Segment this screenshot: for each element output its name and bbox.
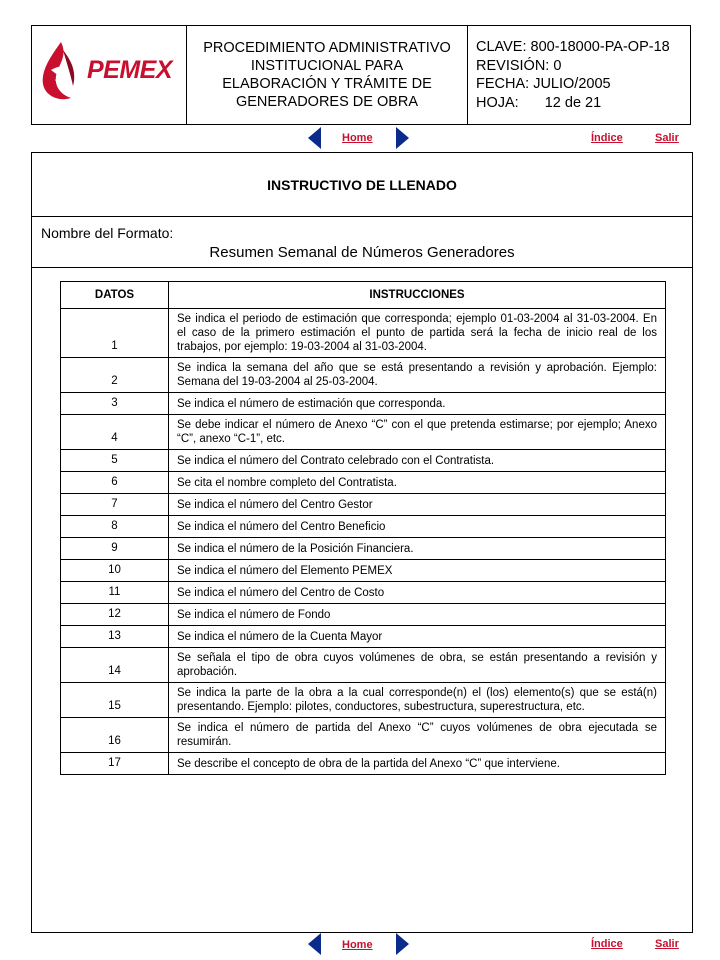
table-header-row <box>61 282 666 309</box>
hoja-row <box>476 94 690 113</box>
dato-cell: 17 <box>61 753 169 775</box>
dato-cell: 15 <box>61 683 169 718</box>
column-header-datos: DATOS <box>61 282 169 309</box>
instruccion-cell: Se indica el número de la Cuenta Mayor <box>169 626 666 648</box>
form-name-section <box>32 217 692 268</box>
instructions-table <box>60 281 666 775</box>
dato-cell: 12 <box>61 604 169 626</box>
table-row <box>61 415 666 450</box>
indice-link[interactable]: Índice <box>591 132 623 144</box>
home-link[interactable]: Home <box>342 939 373 951</box>
dato-cell: 1 <box>61 309 169 358</box>
table-row <box>61 718 666 753</box>
title-line: INSTITUCIONAL PARA <box>250 58 404 74</box>
title-line: GENERADORES DE OBRA <box>235 94 419 110</box>
document-header <box>31 25 691 125</box>
dato-cell: 14 <box>61 648 169 683</box>
dato-cell: 11 <box>61 582 169 604</box>
dato-cell: 8 <box>61 516 169 538</box>
dato-cell: 6 <box>61 472 169 494</box>
form-name-label: Nombre del Formato: <box>41 225 174 241</box>
salir-link[interactable]: Salir <box>655 938 679 950</box>
dato-cell: 4 <box>61 415 169 450</box>
instruccion-cell: Se indica la semana del año que se está presentando a revisión y aprobación. Ejemplo: Semana del 19-03-2004 al 25-03-2004. <box>169 358 666 393</box>
instruccion-cell: Se indica el número de la Posición Financiera. <box>169 538 666 560</box>
clave-text: CLAVE: 800-18000-PA-OP-18 <box>476 39 670 55</box>
dato-cell: 5 <box>61 450 169 472</box>
table-row <box>61 648 666 683</box>
form-name-value: Resumen Semanal de Números Generadores <box>209 244 515 261</box>
hoja-value: 12 de 21 <box>544 94 602 111</box>
column-header-instrucciones: INSTRUCCIONES <box>169 282 666 309</box>
table-row <box>61 494 666 516</box>
table-row <box>61 604 666 626</box>
next-page-arrow-icon[interactable] <box>396 127 409 149</box>
dato-cell: 9 <box>61 538 169 560</box>
dato-cell: 3 <box>61 393 169 415</box>
table-row <box>61 683 666 718</box>
dato-cell: 16 <box>61 718 169 753</box>
logo-cell <box>32 26 187 124</box>
instruccion-cell: Se debe indicar el número de Anexo “C” con el que pretenda estimarse; por ejemplo; Anexo “C”, anexo “C-1”, etc. <box>169 415 666 450</box>
procedure-title <box>187 26 468 124</box>
pemex-eagle-logo-icon <box>37 40 87 102</box>
instruccion-cell: Se indica el número de Fondo <box>169 604 666 626</box>
instruccion-cell: Se indica el número de partida del Anexo “C” cuyos volúmenes de obra ejecutada se resumirán. <box>169 718 666 753</box>
instruccion-cell: Se indica el número del Centro Gestor <box>169 494 666 516</box>
table-row <box>61 582 666 604</box>
instruccion-cell: Se indica el número del Elemento PEMEX <box>169 560 666 582</box>
instruccion-cell: Se cita el nombre completo del Contratista. <box>169 472 666 494</box>
revision-text: REVISIÓN: 0 <box>476 57 562 74</box>
dato-cell: 7 <box>61 494 169 516</box>
pemex-logo-text: PEMEX <box>87 56 173 84</box>
instruccion-cell: Se indica el periodo de estimación que corresponda; ejemplo 01-03-2004 al 31-03-2004. En el caso de la primero estimación el punto de partida será la fecha de inicio real de los trabajos, por ejemplo: 19-03-2004 al 31-03-2004. <box>169 309 666 358</box>
table-row <box>61 358 666 393</box>
next-page-arrow-icon[interactable] <box>396 933 409 955</box>
hoja-label: HOJA: <box>476 94 519 111</box>
indice-link[interactable]: Índice <box>591 938 623 950</box>
dato-cell: 2 <box>61 358 169 393</box>
instruccion-cell: Se indica el número de estimación que corresponda. <box>169 393 666 415</box>
table-row <box>61 309 666 358</box>
table-row <box>61 450 666 472</box>
previous-page-arrow-icon[interactable] <box>308 127 321 149</box>
salir-link[interactable]: Salir <box>655 132 679 144</box>
dato-cell: 13 <box>61 626 169 648</box>
fecha-text: FECHA: JULIO/2005 <box>476 76 611 92</box>
instruccion-cell: Se indica el número del Centro Beneficio <box>169 516 666 538</box>
title-line: ELABORACIÓN Y TRÁMITE DE <box>222 76 432 92</box>
previous-page-arrow-icon[interactable] <box>308 933 321 955</box>
document-metadata <box>468 26 690 124</box>
table-row <box>61 516 666 538</box>
table-row <box>61 538 666 560</box>
section-title: INSTRUCTIVO DE LLENADO <box>32 153 692 217</box>
home-link[interactable]: Home <box>342 132 373 144</box>
instruccion-cell: Se indica el número del Contrato celebrado con el Contratista. <box>169 450 666 472</box>
instruccion-cell: Se indica el número del Centro de Costo <box>169 582 666 604</box>
title-line: PROCEDIMIENTO ADMINISTRATIVO <box>203 40 451 56</box>
instruccion-cell: Se señala el tipo de obra cuyos volúmenes de obra, se están presentando a revisión y aprobación. <box>169 648 666 683</box>
instruccion-cell: Se describe el concepto de obra de la partida del Anexo “C” que interviene. <box>169 753 666 775</box>
table-row <box>61 472 666 494</box>
table-row <box>61 560 666 582</box>
table-row <box>61 393 666 415</box>
table-row <box>61 753 666 775</box>
table-row <box>61 626 666 648</box>
dato-cell: 10 <box>61 560 169 582</box>
instruccion-cell: Se indica la parte de la obra a la cual corresponde(n) el (los) elemento(s) que se está(n) presentando. Ejemplo: pilotes, conductores, subestructura, superestructura, etc. <box>169 683 666 718</box>
